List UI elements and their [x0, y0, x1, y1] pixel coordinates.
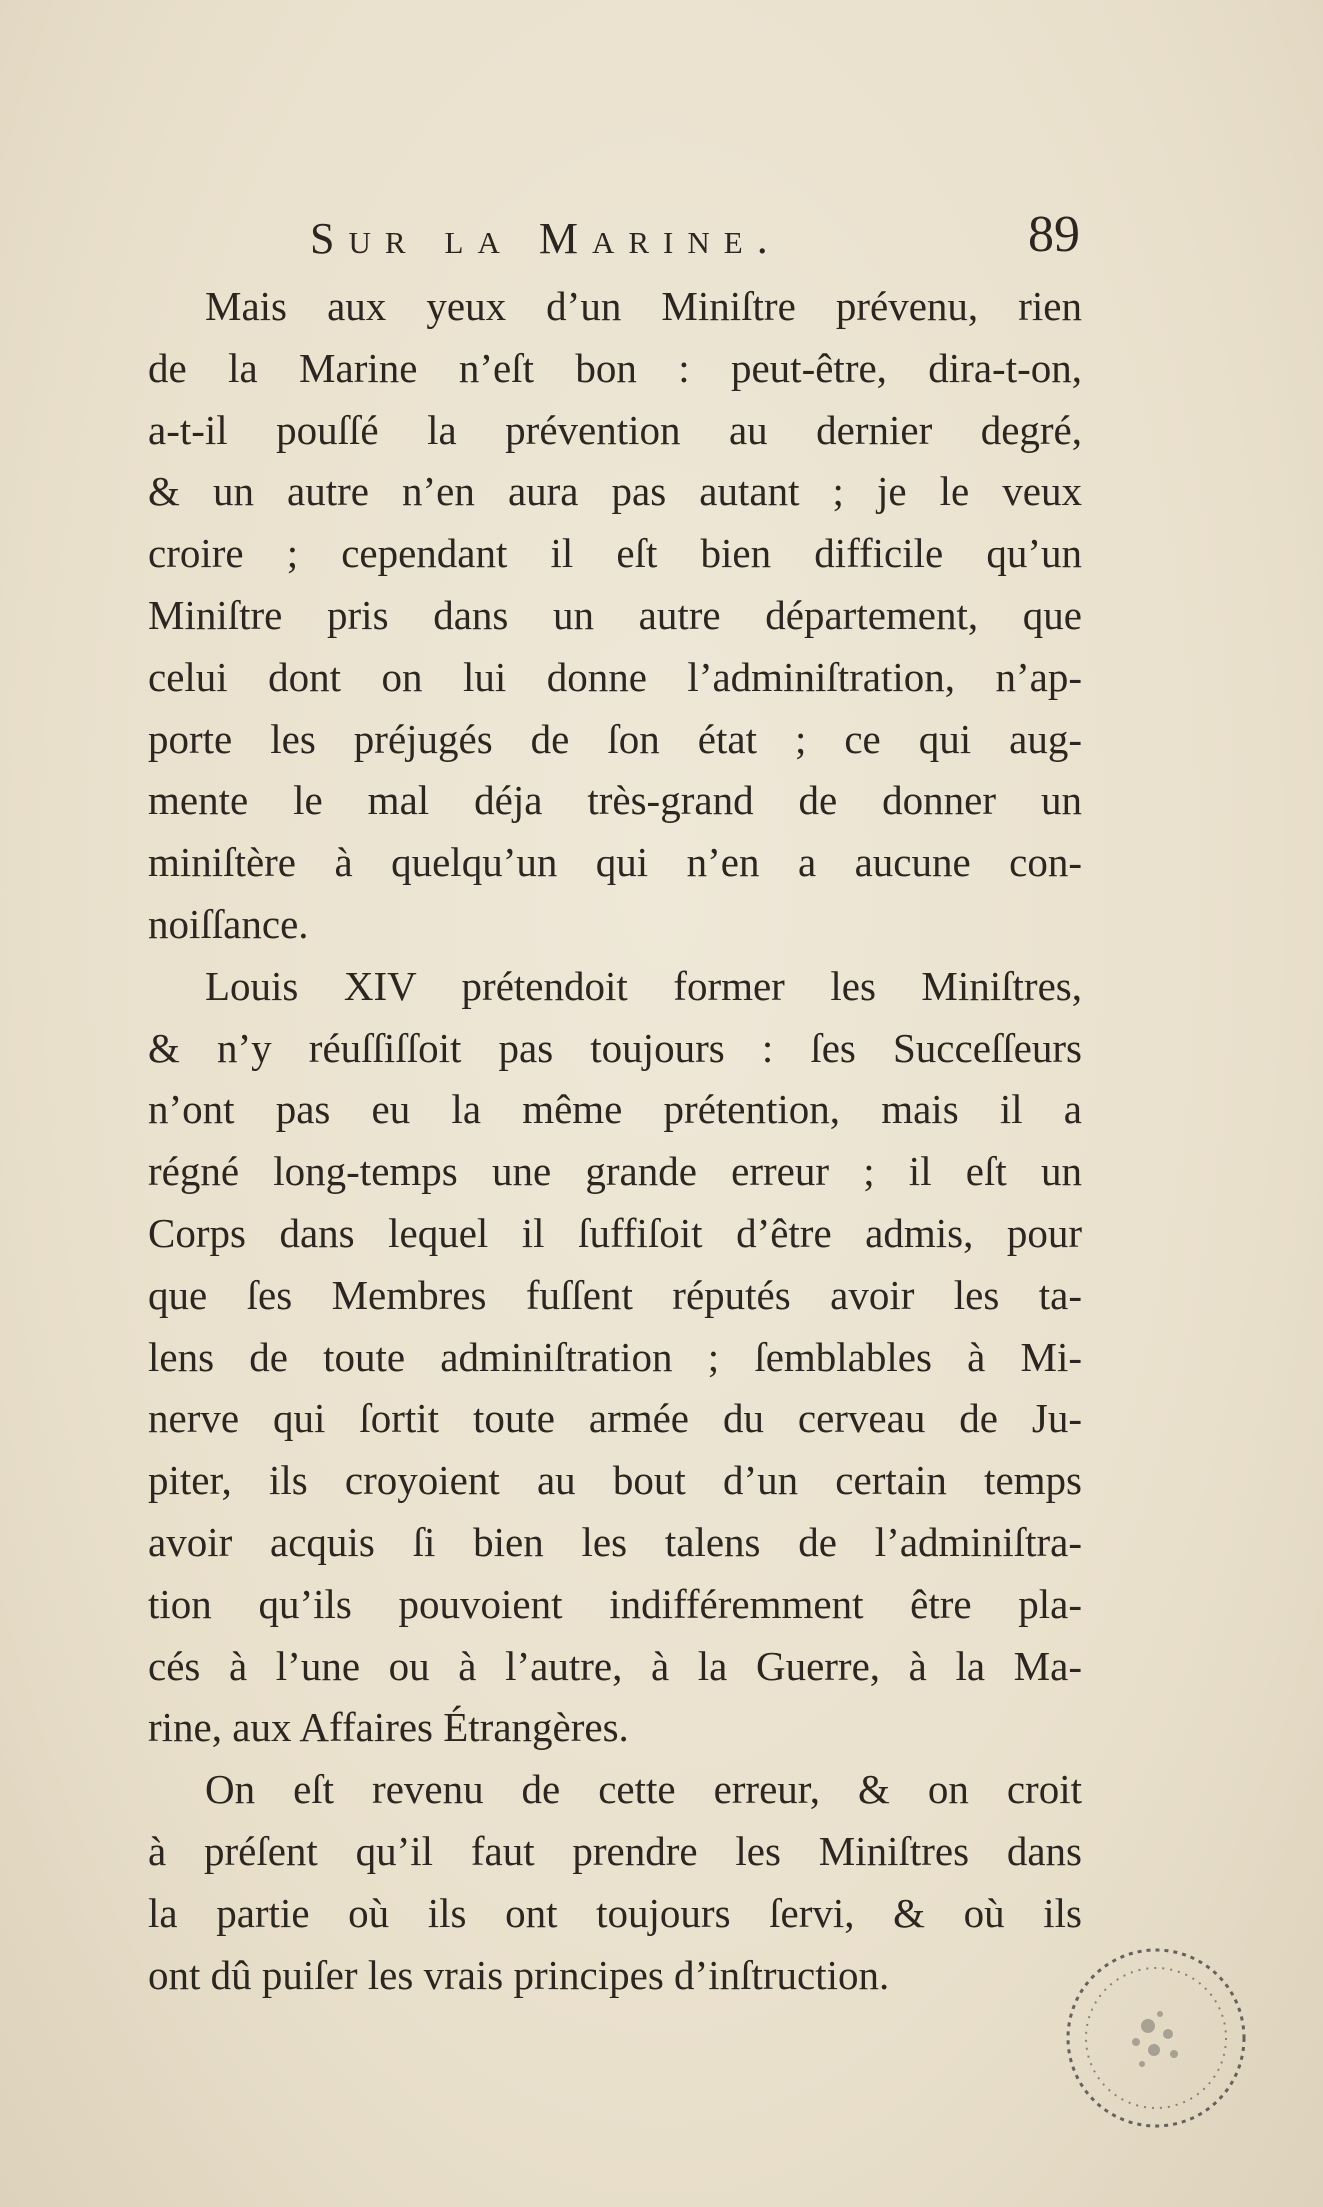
body-text: [148, 276, 1082, 2006]
text-line: lens de toute adminiſtration ; ſemblables à Mi-: [148, 1333, 1082, 1380]
text-line: avoir acquis ſi bien les talens de l’adminiſtra-: [148, 1518, 1082, 1565]
page-header: [310, 205, 1080, 275]
text-line: que ſes Membres fuſſent réputés avoir les ta-: [148, 1271, 1082, 1318]
text-line: Corps dans lequel il ſuffiſoit d’être admis, pour: [148, 1209, 1082, 1256]
text-line: Miniſtre pris dans un autre département, que: [148, 591, 1082, 638]
library-stamp-icon: [1056, 1938, 1256, 2138]
text-line: rine, aux Affaires Étrangères.: [148, 1704, 629, 1751]
text-line: Mais aux yeux d’un Miniſtre prévenu, rien: [205, 283, 1082, 329]
text-line: nerve qui ſortit toute armée du cerveau de Ju-: [148, 1395, 1082, 1442]
text-line: croire ; cependant il eſt bien difficile qu’un: [148, 530, 1082, 577]
text-line: celui dont on lui donne l’adminiſtration, n’ap-: [148, 653, 1082, 700]
text-line: porte les préjugés de ſon état ; ce qui aug-: [148, 715, 1082, 762]
running-title: Sur la Marine.: [310, 214, 782, 263]
text-line: cés à l’une ou à l’autre, à la Guerre, à la Ma-: [148, 1642, 1082, 1689]
text-line: la partie où ils ont toujours ſervi, & où ils: [148, 1889, 1082, 1936]
text-line: & n’y réuſſiſſoit pas toujours : ſes Succeſſeurs: [148, 1024, 1082, 1071]
text-line: de la Marine n’eſt bon : peut-être, dira-t-on,: [148, 344, 1082, 391]
text-line: tion qu’ils pouvoient indifféremment être pla-: [148, 1580, 1082, 1627]
text-line: On eſt revenu de cette erreur, & on croit: [205, 1766, 1082, 1813]
text-line: régné long-temps une grande erreur ; il eſt un: [148, 1148, 1082, 1195]
page-number: 89: [1028, 206, 1080, 263]
text-line: & un autre n’en aura pas autant ; je le veux: [148, 468, 1082, 515]
text-line: a-t-il pouſſé la prévention au dernier degré,: [148, 406, 1082, 453]
text-line: n’ont pas eu la même prétention, mais il a: [148, 1086, 1082, 1133]
text-line: miniſtère à quelqu’un qui n’en a aucune con-: [148, 839, 1082, 886]
text-line: à préſent qu’il faut prendre les Miniſtres dans: [148, 1827, 1082, 1874]
text-line: noiſſance.: [148, 900, 309, 947]
text-line: ont dû puiſer les vrais principes d’inſtruction.: [148, 1951, 890, 1998]
text-line: mente le mal déja très-grand de donner un: [148, 777, 1082, 824]
text-line: piter, ils croyoient au bout d’un certain temps: [148, 1457, 1082, 1504]
text-line: Louis XIV prétendoit former les Miniſtres,: [205, 962, 1082, 1009]
